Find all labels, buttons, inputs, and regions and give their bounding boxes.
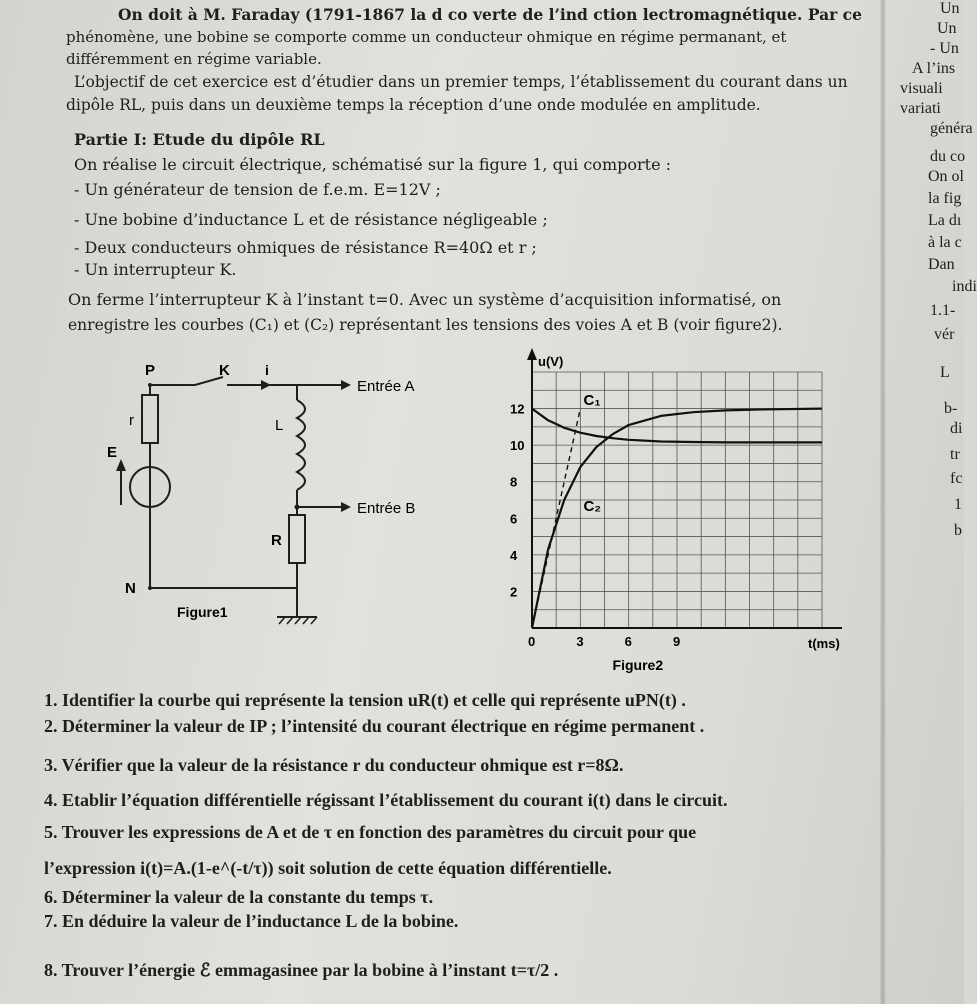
figure1-circuit <box>95 355 440 635</box>
label-p: P <box>145 362 156 379</box>
side-fragment: L <box>940 364 950 381</box>
side-fragment: Un <box>937 20 957 37</box>
y-tick-label: 4 <box>510 547 518 563</box>
y-axis-arrow <box>527 348 537 360</box>
y-axis-label: u(V) <box>538 354 564 369</box>
label-r-big: R <box>271 532 282 549</box>
label-entree-b: Entrée B <box>357 500 416 517</box>
side-fragment: variati <box>900 100 941 117</box>
question-1: 1. Identifier la courbe qui représente la tension uR(t) et celle qui représente uPN(t) . <box>44 690 686 710</box>
side-fragment: à la c <box>928 234 962 251</box>
x-axis-label: t(ms) <box>808 636 840 651</box>
figure2-chart <box>480 338 860 678</box>
figure1-caption: Figure1 <box>177 604 228 620</box>
chart-title: Figure2 <box>612 657 664 673</box>
question-6: 6. Déterminer la valeur de la constante du temps τ. <box>44 887 434 907</box>
y-tick-label: 2 <box>510 584 518 600</box>
part1-title: Partie I: Etude du dipôle RL <box>74 130 325 149</box>
side-fragment: du co <box>930 148 966 165</box>
side-fragment: Un <box>940 0 960 17</box>
x-tick-label: 3 <box>576 634 584 649</box>
side-fragment: tr <box>950 446 960 463</box>
side-fragment: di <box>950 420 963 437</box>
intro-line-5: dipôle RL, puis dans un deuxième temps la réception d’une onde modulée en amplitude. <box>66 96 761 114</box>
side-fragment: La dı <box>928 212 962 229</box>
side-fragment: b <box>954 522 962 539</box>
curve-label-c2: C₂ <box>583 497 602 515</box>
label-n: N <box>125 580 136 597</box>
part1-item-2: - Une bobine d’inductance L et de résistance négligeable ; <box>74 210 548 229</box>
part1-item-3: - Deux conducteurs ohmiques de résistance R=40Ω et r ; <box>74 238 537 257</box>
label-e: E <box>107 444 118 461</box>
side-fragment: généra <box>930 120 973 137</box>
y-tick-label: 8 <box>510 474 518 490</box>
page-fold <box>880 0 886 1004</box>
intro-line-2: phénomène, une bobine se comporte comme un conducteur ohmique en régime permanant, et <box>66 28 787 46</box>
side-fragment: 1.1- <box>930 302 956 319</box>
part1-item-4: - Un interrupteur K. <box>74 260 237 279</box>
question-5b: l’expression i(t)=A.(1-e^(-t/τ)) soit solution de cette équation différentielle. <box>44 858 612 878</box>
intro-line-3: différemment en régime variable. <box>66 50 322 68</box>
y-tick-label: 10 <box>510 438 525 454</box>
question-5a: 5. Trouver les expressions de A et de τ en fonction des paramètres du circuit pour que <box>44 822 697 842</box>
label-k: K <box>219 362 230 379</box>
side-fragment: - Un <box>930 40 959 57</box>
x-tick-label: 0 <box>528 634 536 649</box>
y-tick-label: 6 <box>510 511 518 527</box>
label-l: L <box>275 417 284 434</box>
x-tick-label: 6 <box>624 634 632 649</box>
question-7: 7. En déduire la valeur de l’inductance L de la bobine. <box>44 911 459 931</box>
side-fragment: fc <box>950 470 963 487</box>
question-8: 8. Trouver l’énergie ℰ emmagasinee par la bobine à l’instant t=τ/2 . <box>44 960 559 980</box>
question-2: 2. Déterminer la valeur de IP ; l’intensité du courant électrique en régime permanent . <box>44 716 705 736</box>
side-fragment: b- <box>944 400 958 417</box>
question-3: 3. Vérifier que la valeur de la résistance r du conducteur ohmique est r=8Ω. <box>44 755 624 775</box>
part1-para-1: On ferme l’interrupteur K à l’instant t=0. Avec un système d’acquisition informatisé, on <box>68 290 782 309</box>
part1-para-2: enregistre les courbes (C₁) et (C₂) représentant les tensions des voies A et B (voir figure2). <box>68 316 783 334</box>
x-tick-label: 9 <box>673 634 681 649</box>
side-fragment: la fig <box>928 190 962 207</box>
part1-line-1: On réalise le circuit électrique, schématisé sur la figure 1, qui comporte : <box>74 155 672 174</box>
curve-label-c1: C₁ <box>583 391 601 409</box>
label-r-small: r <box>129 412 134 429</box>
side-fragment: On ol <box>928 168 964 185</box>
side-fragment: indi <box>952 278 977 295</box>
label-entree-a: Entrée A <box>357 378 415 395</box>
side-fragment: Dan <box>928 256 955 273</box>
side-fragment: A l’ins <box>912 60 956 77</box>
side-fragment: visuali <box>900 80 943 97</box>
part1-item-1: - Un générateur de tension de f.e.m. E=12V ; <box>74 180 441 199</box>
intro-line-4: L’objectif de cet exercice est d’étudier dans un premier temps, l’établissement du courant dans un <box>74 73 848 91</box>
side-fragment: vér <box>934 326 955 343</box>
side-fragment: 1 <box>954 496 962 513</box>
question-4: 4. Etablir l’équation différentielle régissant l’établissement du courant i(t) dans le circuit. <box>44 790 728 810</box>
y-tick-label: 12 <box>510 401 525 417</box>
intro-line-1: On doit à M. Faraday (1791-1867 la d co verte de l’ind ction lectromagnétique. Par ce <box>118 5 862 24</box>
label-i: i <box>265 362 269 378</box>
